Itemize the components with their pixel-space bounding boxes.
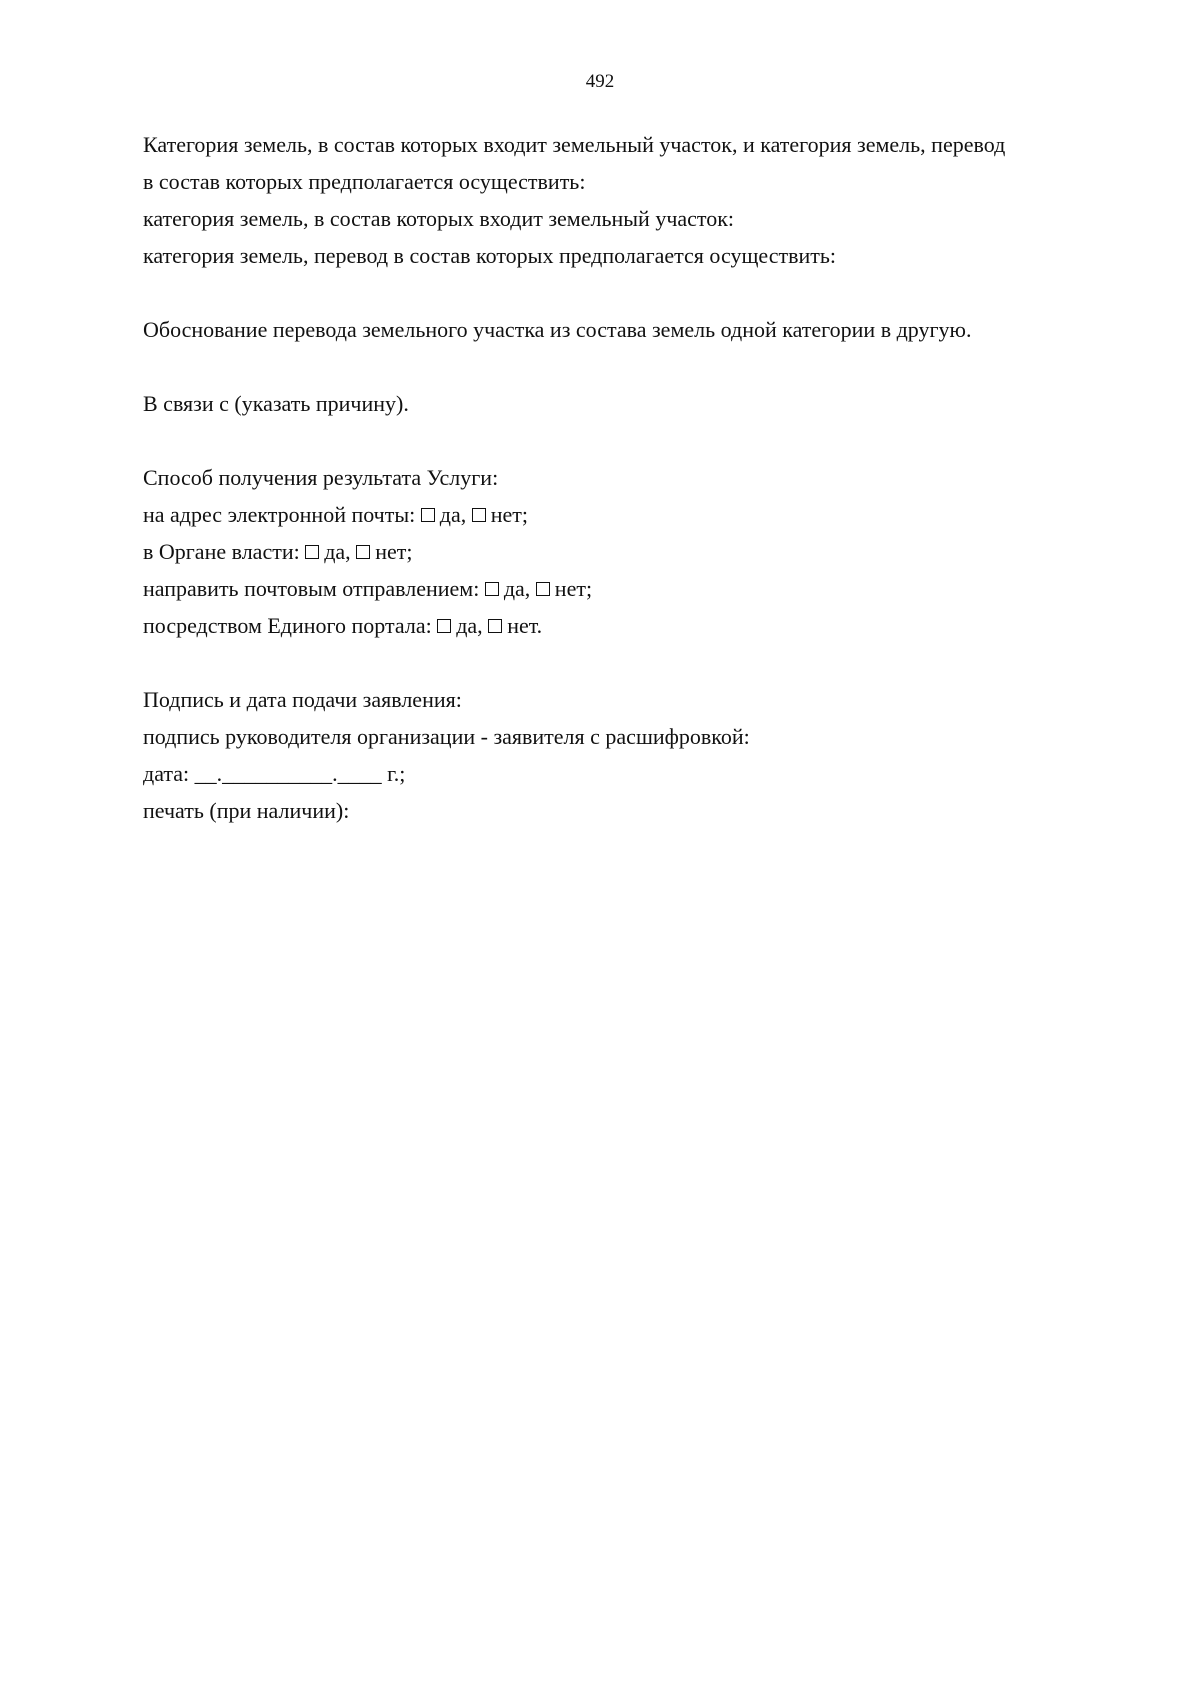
spacer	[143, 644, 1123, 681]
land-category-heading-line-1: Категория земель, в состав которых входит земельный участок, и категория земель, перевод	[143, 132, 1006, 157]
checkbox-yes-label: да,	[324, 539, 351, 564]
result-option-label: посредством Единого портала:	[143, 613, 432, 638]
result-option-label: на адрес электронной почты:	[143, 502, 416, 527]
page-number: 492	[585, 71, 615, 92]
date-field[interactable]: дата: __.__________.____ г.;	[143, 761, 406, 786]
checkbox-no-label: нет;	[554, 576, 593, 601]
checkbox-no[interactable]	[356, 545, 370, 559]
signature-heading: Подпись и дата подачи заявления:	[143, 687, 462, 712]
result-option-email	[143, 496, 1123, 533]
result-option-post	[143, 570, 1123, 607]
land-category-heading-line-2: в состав которых предполагается осуществить:	[143, 169, 586, 194]
checkbox-yes[interactable]	[485, 582, 499, 596]
checkbox-yes[interactable]	[437, 619, 451, 633]
checkbox-yes[interactable]	[305, 545, 319, 559]
spacer	[143, 422, 1123, 459]
checkbox-no-label: нет;	[375, 539, 413, 564]
checkbox-yes[interactable]	[421, 508, 435, 522]
checkbox-no[interactable]	[488, 619, 502, 633]
stamp-field[interactable]: печать (при наличии):	[143, 798, 350, 823]
result-option-label: в Органе власти:	[143, 539, 300, 564]
checkbox-no-label: нет;	[490, 502, 528, 527]
reason-field[interactable]: В связи с (указать причину).	[143, 391, 409, 416]
checkbox-no[interactable]	[536, 582, 550, 596]
result-option-authority	[143, 533, 1123, 570]
spacer	[143, 274, 1123, 311]
checkbox-yes-label: да,	[503, 576, 531, 601]
checkbox-no-label: нет.	[507, 613, 543, 638]
result-option-label: направить почтовым отправлением:	[143, 576, 480, 601]
signer-field[interactable]: подпись руководителя организации - заявителя с расшифровкой:	[143, 724, 750, 749]
checkbox-yes-label: да,	[439, 502, 467, 527]
result-method-heading: Способ получения результата Услуги:	[143, 465, 499, 490]
application-form-body	[143, 126, 1123, 829]
checkbox-no[interactable]	[472, 508, 486, 522]
target-land-category-field[interactable]: категория земель, перевод в состав которых предполагается осуществить:	[143, 243, 836, 268]
result-option-portal	[143, 607, 1123, 644]
spacer	[143, 348, 1123, 385]
checkbox-yes-label: да,	[456, 613, 483, 638]
justification-heading: Обоснование перевода земельного участка из состава земель одной категории в другую.	[143, 317, 972, 342]
current-land-category-field[interactable]: категория земель, в состав которых входит земельный участок:	[143, 206, 735, 231]
